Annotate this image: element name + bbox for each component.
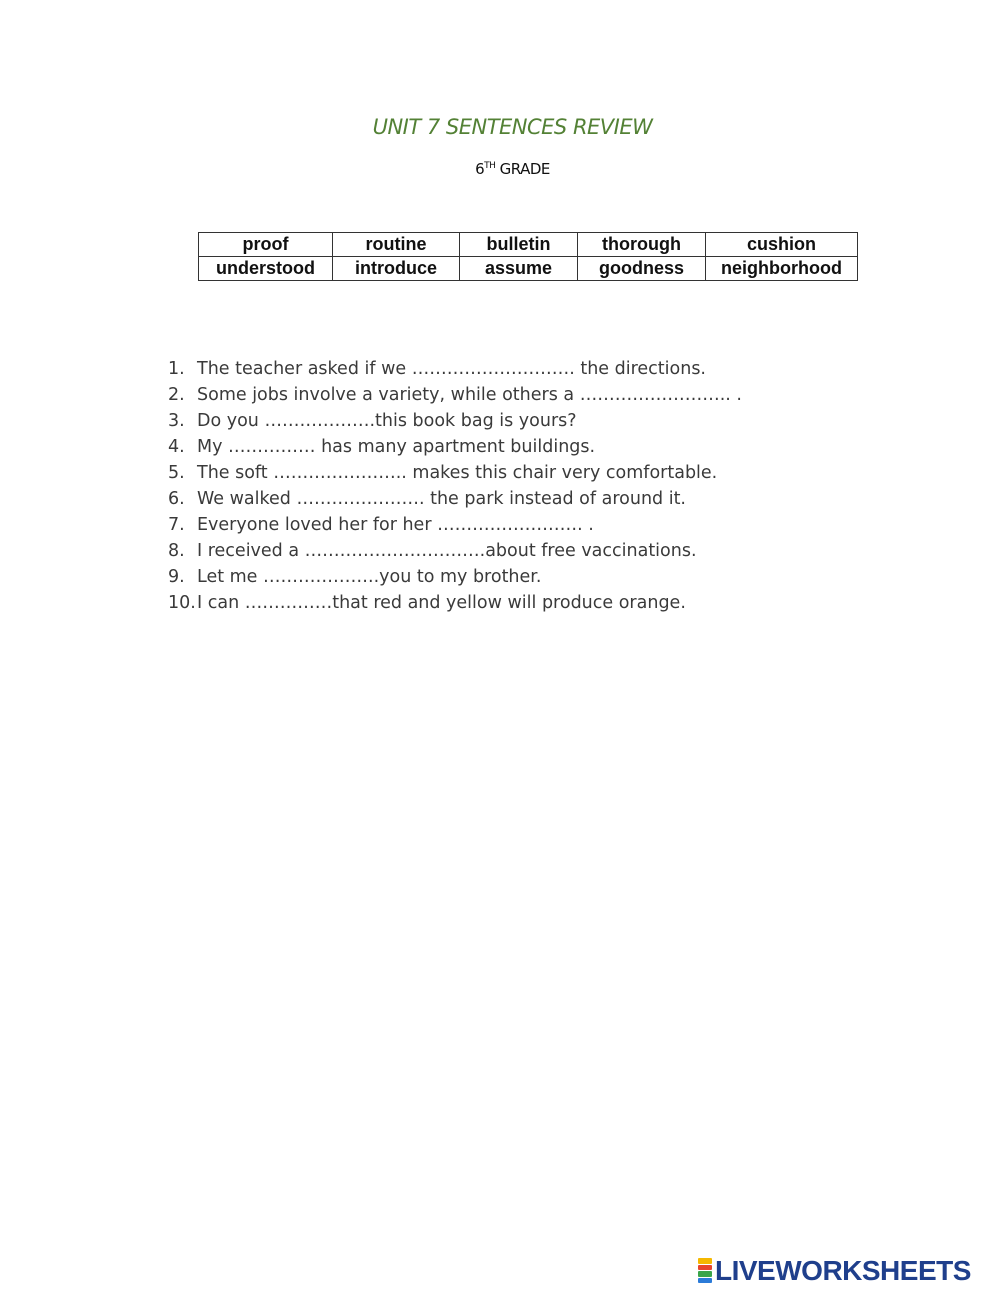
sentence-number: 9. — [168, 567, 185, 587]
logo-block — [698, 1258, 712, 1264]
sentence-number: 7. — [168, 515, 185, 535]
sentence-item — [168, 538, 742, 564]
sentence-item — [168, 512, 742, 538]
word-bank-cell: introduce — [333, 257, 460, 281]
sentence-text: The soft ………………….. makes this chair very comfortable. — [197, 463, 718, 483]
sentence-number: 6. — [168, 489, 185, 509]
sentence-text: Everyone loved her for her ……………………. . — [197, 515, 594, 535]
sentence-item — [168, 486, 742, 512]
grade-number: 6 — [475, 160, 485, 178]
word-bank-cell: cushion — [706, 233, 858, 257]
logo-blocks-icon — [698, 1258, 712, 1284]
sentence-text: The teacher asked if we ………………………. the directions. — [197, 359, 706, 379]
word-bank-cell: neighborhood — [706, 257, 858, 281]
sentence-text: We walked …………………. the park instead of around it. — [197, 489, 686, 509]
sentence-number: 10. — [168, 593, 196, 613]
sentence-number: 2. — [168, 385, 185, 405]
sentence-number: 8. — [168, 541, 185, 561]
sentence-text: My …………… has many apartment buildings. — [197, 437, 596, 457]
grade-label — [0, 160, 1000, 178]
sentence-number: 4. — [168, 437, 185, 457]
sentence-item — [168, 408, 742, 434]
logo-block — [698, 1278, 712, 1284]
sentence-item — [168, 590, 742, 616]
sentence-item — [168, 434, 742, 460]
sentence-item — [168, 460, 742, 486]
sentence-text: I can ……………that red and yellow will produce orange. — [197, 593, 686, 613]
sentence-number: 3. — [168, 411, 185, 431]
sentence-text: Let me ………………..you to my brother. — [197, 567, 542, 587]
sentence-item — [168, 356, 742, 382]
sentence-number: 5. — [168, 463, 185, 483]
logo-block — [698, 1265, 712, 1271]
word-bank-cell: bulletin — [460, 233, 578, 257]
word-bank-cell: proof — [199, 233, 333, 257]
word-bank-cell: goodness — [578, 257, 706, 281]
sentence-list — [168, 356, 742, 616]
liveworksheets-logo — [698, 1256, 971, 1286]
word-bank-cell: understood — [199, 257, 333, 281]
sentence-text: Some jobs involve a variety, while others a …………………….. . — [197, 385, 742, 405]
sentence-item — [168, 382, 742, 408]
grade-suffix: TH — [484, 161, 496, 171]
word-bank-cell: thorough — [578, 233, 706, 257]
grade-word: GRADE — [499, 160, 550, 178]
sentence-number: 1. — [168, 359, 185, 379]
word-bank-row — [199, 233, 858, 257]
word-bank-cell: routine — [333, 233, 460, 257]
logo-text: LIVEWORKSHEETS — [715, 1255, 971, 1286]
sentence-item — [168, 564, 742, 590]
worksheet-title: UNIT 7 SENTENCES REVIEW — [372, 115, 653, 139]
logo-block — [698, 1271, 712, 1277]
sentence-text: I received a ………………………….about free vaccinations. — [197, 541, 697, 561]
word-bank-cell: assume — [460, 257, 578, 281]
word-bank-table — [198, 232, 858, 281]
word-bank-row — [199, 257, 858, 281]
sentence-text: Do you ……………….this book bag is yours? — [197, 411, 577, 431]
